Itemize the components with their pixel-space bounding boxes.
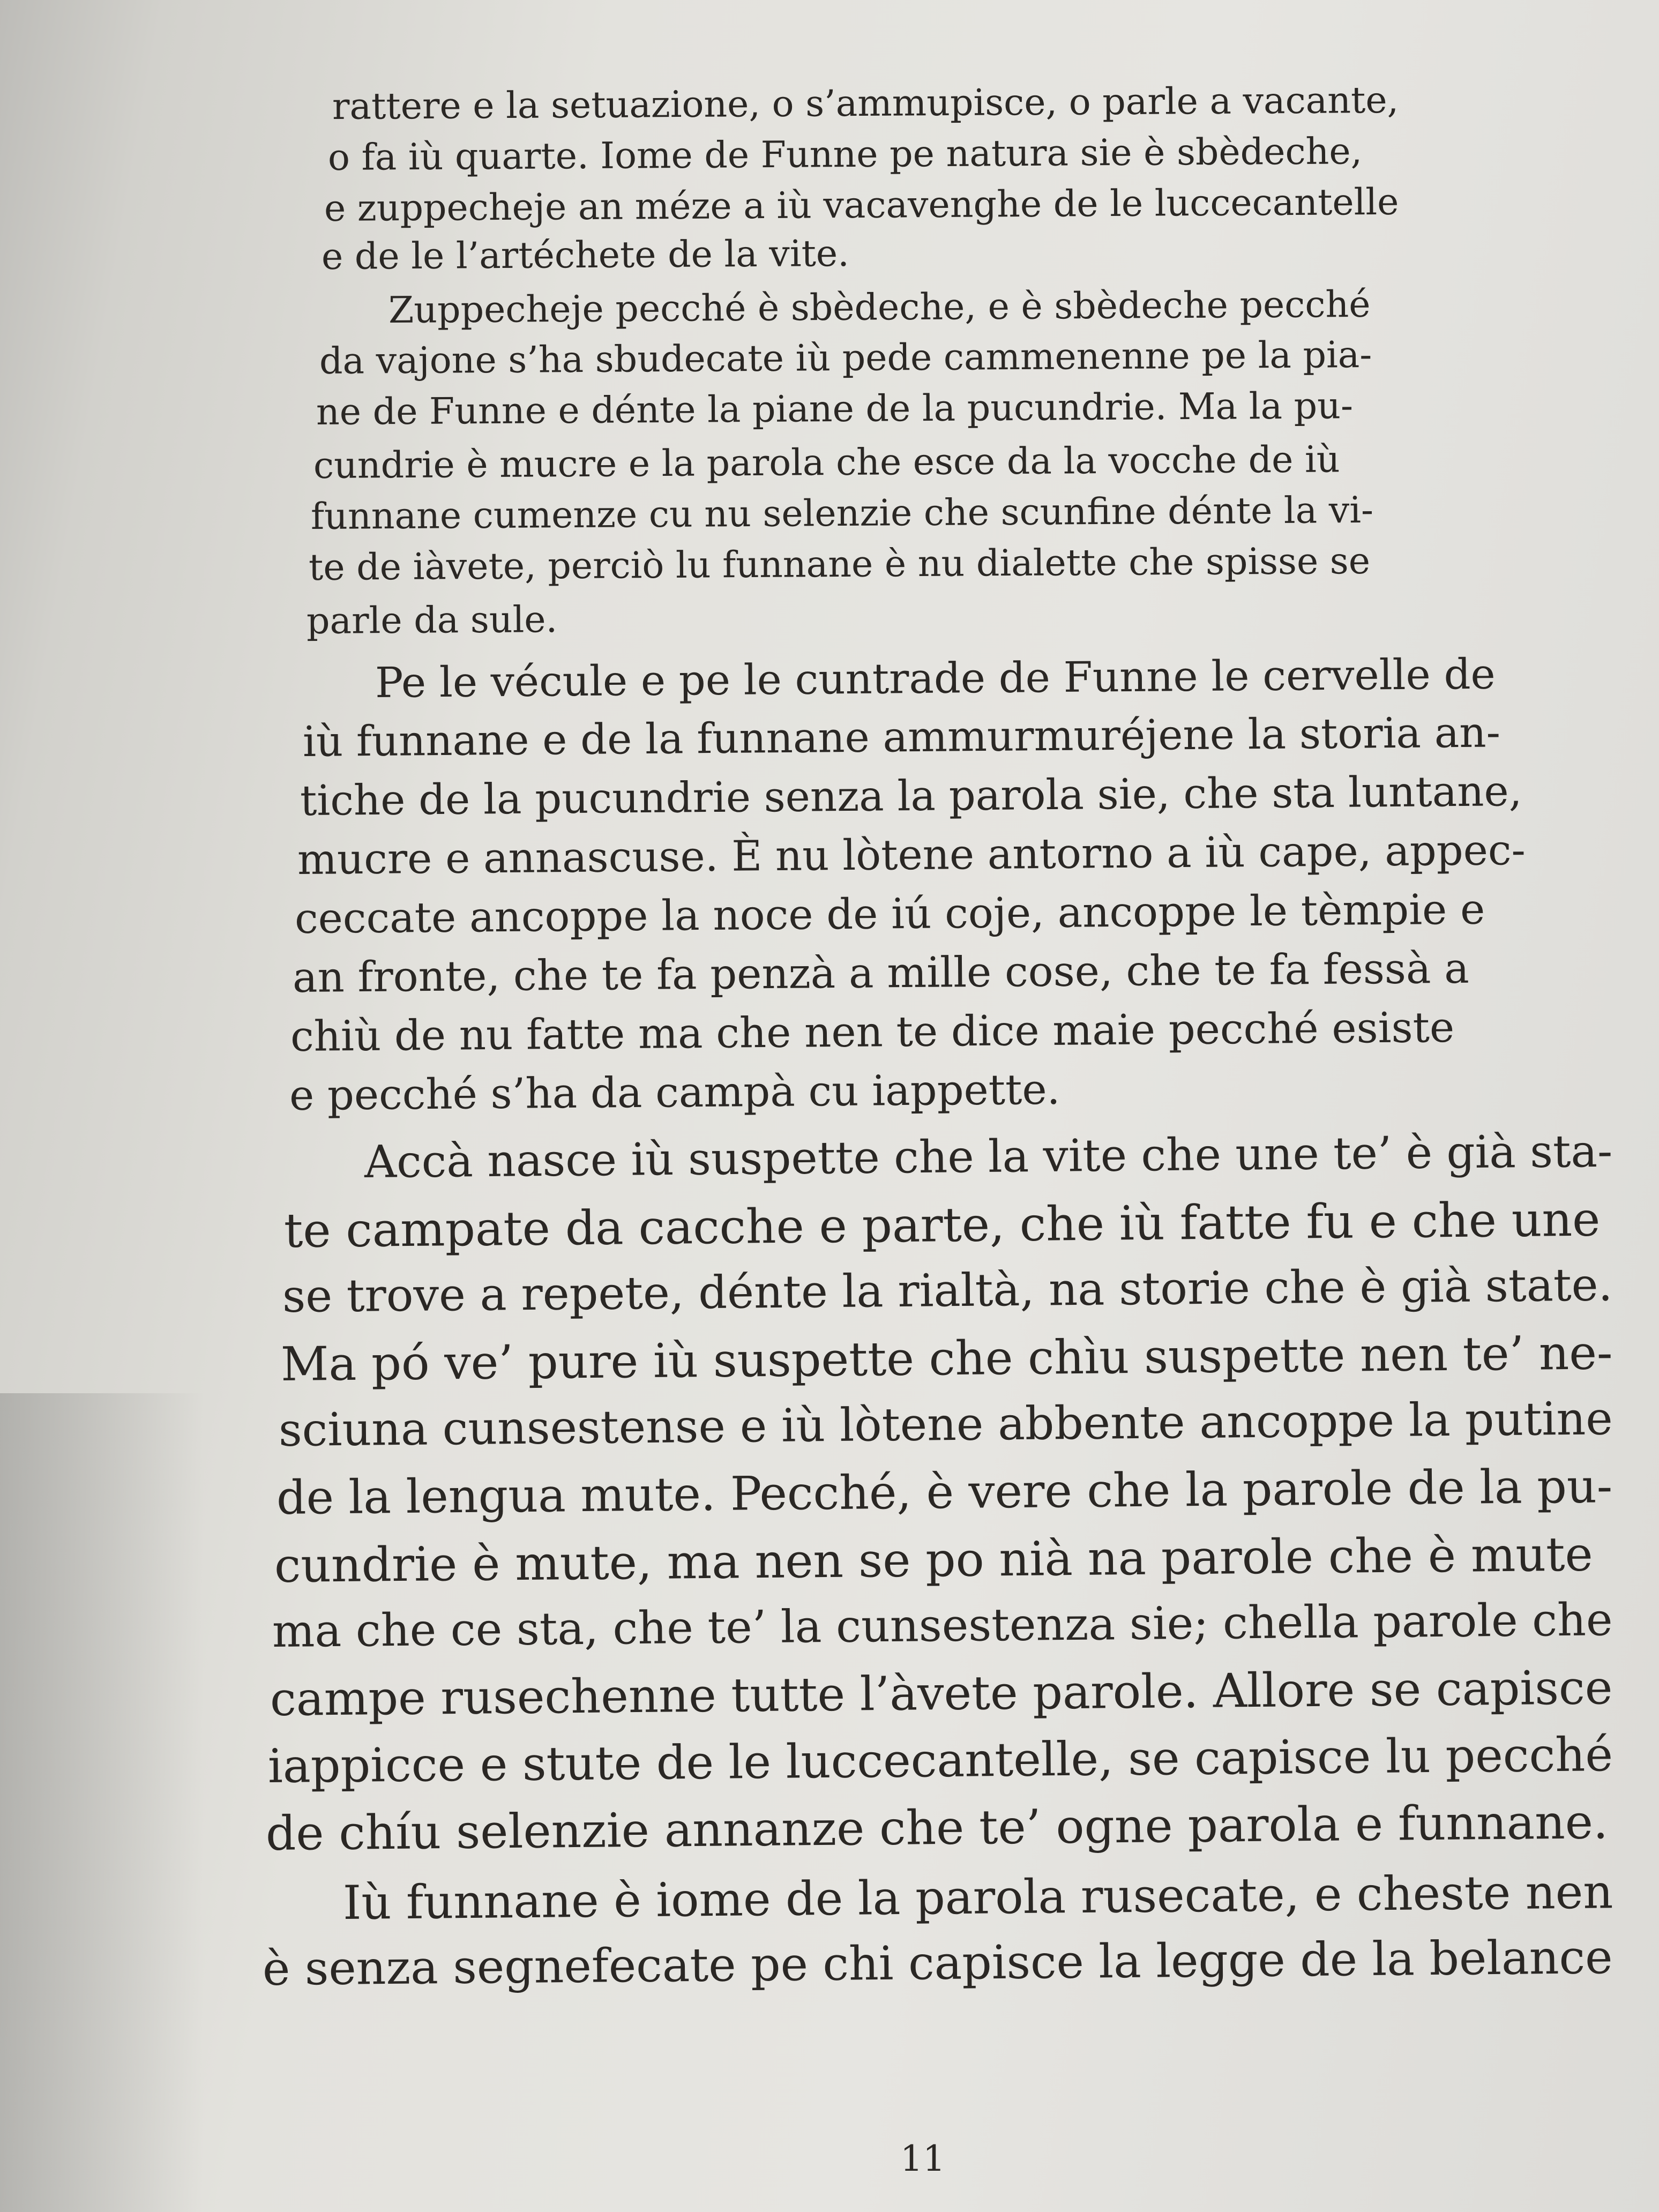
- text-line-17: an fronte, che te fa penzà a mille cose, che te fa fessà a: [292, 944, 1470, 1002]
- text-line-26: cundrie è mute, ma nen se po nià na parole che è mute: [274, 1526, 1593, 1593]
- text-line-14: tiche de la pucundrie senza la parola sie, che sta luntane,: [300, 767, 1522, 825]
- text-line-4: e de le l’artéchete de la vite.: [321, 232, 850, 278]
- text-line-21: te campate da cacche e parte, che iù fatte fu e che une: [283, 1191, 1601, 1258]
- text-line-27: ma che ce sta, che te’ la cunsestenza sie; chella parole che: [272, 1593, 1613, 1657]
- text-line-15: mucre e annascuse. È nu lòtene antorno a iù cape, appec-: [297, 826, 1526, 884]
- text-line-30: de chíu selenzie annanze che te’ ogne parola e funnane.: [265, 1794, 1609, 1861]
- text-line-24: sciuna cunsestense e iù lòtene abbente ancoppe la putine: [278, 1392, 1613, 1457]
- text-line-1: rattere e la setuazione, o s’ammupisce, o parle a vacante,: [332, 79, 1399, 128]
- text-line-9: funnane cumenze cu nu selenzie che scunfine dénte la vi-: [310, 489, 1374, 538]
- page-number: 11: [900, 2138, 945, 2179]
- text-line-28: campe rusechenne tutte l’àvete parole. Allore se capisce: [270, 1660, 1613, 1727]
- text-line-10: te de iàvete, perciò lu funnane è nu dialette che spisse se: [308, 540, 1371, 589]
- text-line-2: o fa iù quarte. Iome de Funne pe natura sie è sbèdeche,: [327, 130, 1363, 179]
- text-line-6: da vajone s’ha sbudecate iù pede cammenenne pe la pia-: [319, 334, 1372, 383]
- text-line-22: se trove a repete, dénte la rialtà, na storie che è già state.: [282, 1258, 1613, 1322]
- text-line-7: ne de Funne e dénte la piane de la pucundrie. Ma la pu-: [316, 385, 1354, 434]
- text-line-31: Iù funnane è iome de la parola rusecate, e cheste nen: [342, 1864, 1613, 1930]
- text-line-5: Zuppecheje pecché è sbèdeche, e è sbèdeche pecché: [388, 283, 1371, 332]
- text-line-29: iappicce e stute de le luccecantelle, se capisce lu pecché: [267, 1727, 1613, 1793]
- text-line-13: iù funnane e de la funnane ammurmuréjene la storia an-: [302, 708, 1501, 766]
- text-line-20: Accà nasce iù suspette che la vite che une te’ è già sta-: [364, 1125, 1613, 1188]
- text-line-16: ceccate ancoppe la noce de iú coje, ancoppe le tèmpie e: [294, 885, 1485, 943]
- text-line-32: è senza segnefecate pe chi capisce la legge de la belance: [262, 1931, 1613, 1996]
- text-line-25: de la lengua mute. Pecché, è vere che la parole de la pu-: [276, 1459, 1613, 1525]
- text-line-8: cundrie è mucre e la parola che esce da la vocche de iù: [313, 438, 1340, 487]
- text-line-19: e pecché s’ha da campà cu iappette.: [289, 1065, 1060, 1120]
- page-shadow: [0, 1393, 204, 2212]
- text-line-11: parle da sule.: [306, 599, 558, 642]
- text-line-18: chiù de nu fatte ma che nen te dice maie pecché esiste: [290, 1003, 1455, 1061]
- text-line-3: e zuppecheje an méze a iù vacavenghe de le luccecantelle: [324, 181, 1399, 230]
- text-line-12: Pe le vécule e pe le cuntrade de Funne le cervelle de: [375, 650, 1496, 707]
- text-line-23: Ma pó ve’ pure iù suspette che chìu suspette nen te’ ne-: [280, 1325, 1613, 1392]
